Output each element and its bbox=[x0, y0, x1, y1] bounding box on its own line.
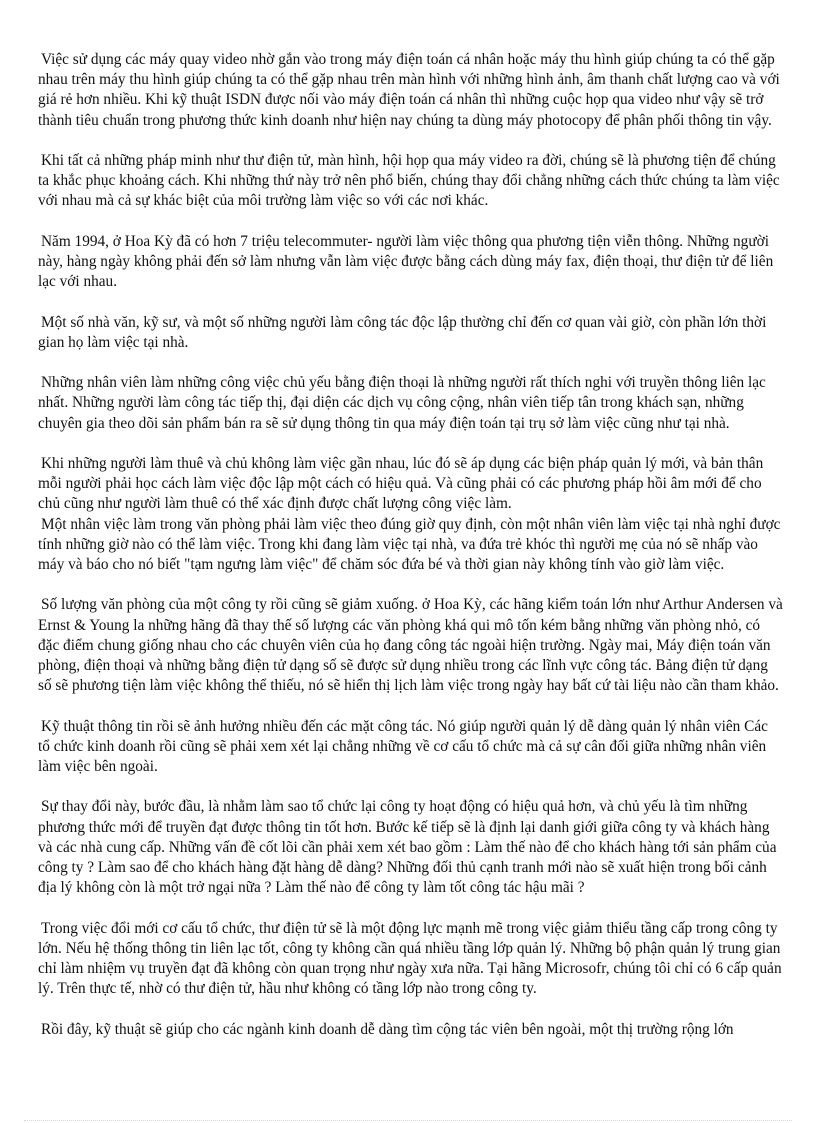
paragraph-management: Khi những người làm thuê và chủ không làm việc gần nhau, lúc đó sẽ áp dụng các biện pháp quản lý mới, và bản thân mỗi người phải học cách làm việc độc lập một cách có hiệu quả. Và cũng phải có các phương pháp hồi âm mới để cho chủ cũng như người làm thuê có thể xác định được chất lượng công việc làm. bbox=[38, 454, 764, 513]
paragraph-information-technology: Kỹ thuật thông tin rồi sẽ ảnh hưởng nhiều đến các mặt công tác. Nó giúp người quản lý dễ dàng quản lý nhân viên Các tổ chức kinh doanh rồi cũng sẽ phải xem xét lại chẳng những về cơ cấu tổ chức mà cả sự cân đối giữa những nhân viên làm việc bên ngoài. bbox=[38, 717, 768, 775]
paragraph-outsourcing: Rồi đây, kỹ thuật sẽ giúp cho các ngành kinh doanh dễ dàng tìm cộng tác viên bên ngoài, một thị trường rộng lớn bbox=[41, 1020, 734, 1038]
paragraph-video-conferencing: Việc sử dụng các máy quay video nhờ gắn vào trong máy điện toán cá nhân hoặc máy thu hình giúp chúng ta có thể gặp nhau trên máy thu hình giúp chúng ta có thể gặp nhau trên màn hình với những hình ảnh, âm thanh chất lượng cao và với giá rẻ hơn nhiều. Khi kỹ thuật ISDN được nối vào máy điện toán cá nhân thì những cuộc họp qua video như vậy sẽ trở thành tiêu chuẩn trong phương thức kinh doanh như hiện nay chúng ta dùng máy photocopy để phân phối thông tin vậy. bbox=[38, 51, 780, 129]
paragraph-overcoming-distance: Khi tất cả những pháp minh như thư điện tử, màn hình, hội họp qua máy video ra đời, chúng sẽ là phương tiện để chúng ta khắc phục khoảng cách. Khi những thứ này trở nên phổ biến, chúng thay đổi chẳng những cách thức chúng ta làm việc với nhau mà cả sự khác biệt của môi trường làm việc so với các nơi khác. bbox=[38, 152, 780, 210]
paragraph-telecommuters: Năm 1994, ở Hoa Kỳ đã có hơn 7 triệu telecommuter- người làm việc thông qua phương tiện viễn thông. Những người này, hàng ngày không phải đến sở làm nhưng vẫn làm việc được bằng cách dùng máy fax, điện thoại, thư điện tử để liên lạc với nhau. bbox=[38, 232, 774, 291]
paragraph-change: Sự thay đổi này, bước đầu, là nhằm làm sao tổ chức lại công ty hoạt động có hiệu quả hơn, và chủ yếu là tìm những phương thức mới để truyền đạt được thông tin tốt hơn. Bước kế tiếp sẽ là định lại danh giới giữa công ty và khách hàng và các nhà cung cấp. Những vấn đề cốt lõi cần phải xem xét bao gồm : Làm thế nào để cho khách hàng tới sản phẩm của công ty ? Làm sao để cho khách hàng đặt hàng dễ dàng? Những đối thủ cạnh tranh mới nào sẽ xuất hiện trong bối cảnh địa lý không còn là một trở ngại nữa ? Làm thế nào để công ty làm tốt công tác hậu mãi ? bbox=[38, 798, 777, 897]
paragraph-office-reduction: Số lượng văn phòng của một công ty rồi cũng sẽ giảm xuống. ở Hoa Kỳ, các hãng kiểm toán lớn như Arthur Andersen và Ernst & Young la những hãng đã thay thế số lượng các văn phòng khá qui mô tốn kém bằng những văn phòng nhỏ, có đặc điểm chung giống nhau cho các chuyên viên của họ đang công tác ngoài hiện trường. Ngày mai, Máy điện toán văn phòng, điện thoại và những bằng điện tử dạng số sẽ được sử dụng nhiều trong các lĩnh vực công tác. Bảng điện tử dạng số sẽ phương tiện làm việc không thể thiếu, nó sẽ hiển thị lịch làm việc trong ngày hay bất cứ tài liệu nào cần tham khảo. bbox=[38, 596, 783, 695]
document-page bbox=[38, 50, 783, 1060]
paragraph-home-office: Một nhân việc làm trong văn phòng phải làm việc theo đúng giờ quy định, còn một nhân viên làm việc tại nhà nghỉ được tính những giờ nào có thể làm việc. Trong khi đang làm việc tại nhà, va đứa trẻ khóc thì người mẹ của nó sẽ nhấp vào máy và báo cho nó biết "tạm ngưng làm việc" để chăm sóc đứa bé và thời gian này không tính vào giờ làm việc. bbox=[38, 515, 781, 573]
paragraph-independent-workers: Một số nhà văn, kỹ sư, và một số những người làm công tác độc lập thường chỉ đến cơ quan vài giờ, còn phần lớn thời gian họ làm việc tại nhà. bbox=[38, 313, 767, 351]
paragraph-restructuring: Trong việc đổi mới cơ cấu tổ chức, thư điện tử sẽ là một động lực mạnh mẽ trong việc giảm thiểu tầng cấp trong công ty lớn. Nếu hệ thống thông tin liên lạc tốt, công ty không cần quá nhiều tầng lớp quản lý. Những bộ phận quản lý trung gian chỉ làm nhiệm vụ truyền đạt đã không còn quan trọng như ngày xưa nữa. Tại hãng Microsofr, chúng tôi chỉ có 6 cấp quản lý. Trên thực tế, nhờ có thư điện tử, hầu như không có tầng lớp nào trong công ty. bbox=[38, 919, 782, 998]
page-bottom-divider bbox=[24, 1120, 792, 1121]
paragraph-phone-workers: Những nhân viên làm những công việc chủ yếu bằng điện thoại là những người rất thích nghi với truyền thông liên lạc nhất. Những người làm công tác tiếp thị, đại diện các dịch vụ công cộng, nhân viên tiếp tân trong khách sạn, những chuyên gia theo dõi sản phẩm bán ra sẽ sử dụng thông tin qua máy điện toán tại trụ sở làm việc cũng như tại nhà. bbox=[38, 374, 766, 432]
